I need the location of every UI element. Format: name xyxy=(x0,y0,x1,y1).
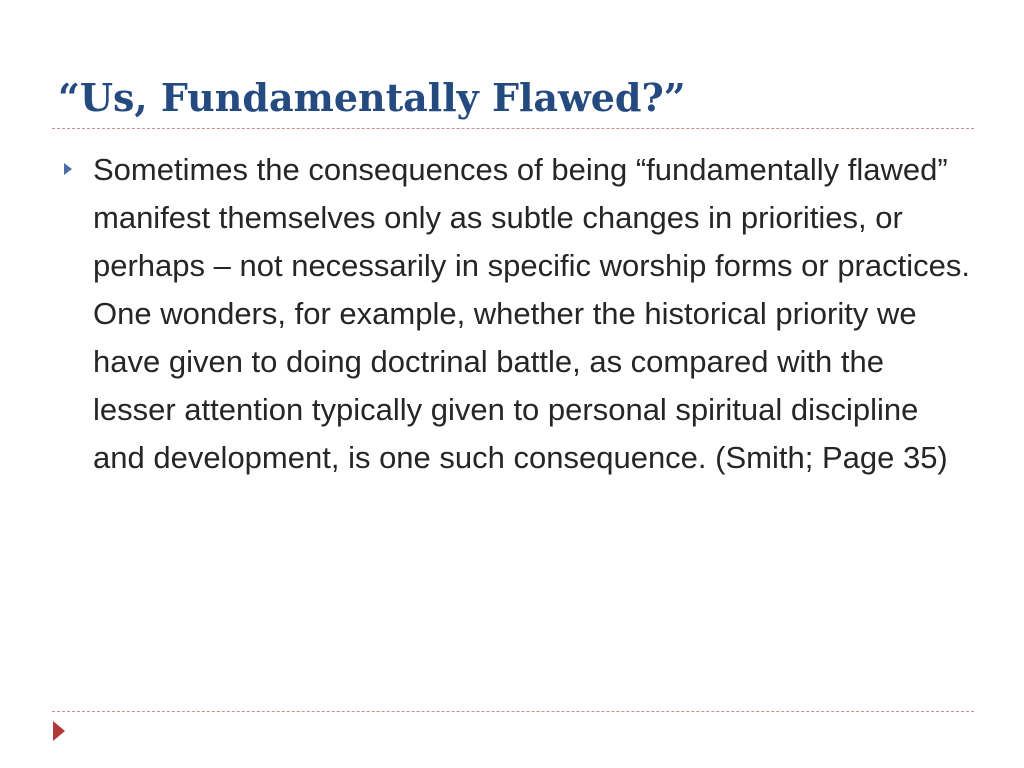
corner-triangle-icon xyxy=(53,721,65,741)
bullet-triangle-icon xyxy=(64,163,72,175)
bullet-text: Sometimes the consequences of being “fundamentally flawed” manifest themselves only as subtle changes in priorities, or perhaps – not necessarily in specific worship forms or practices. One wonders, for example, whether the historical priority we have given to doing doctrinal battle, as compared with the lesser attention typically given to personal spiritual discipline and development, is one such consequence. (Smith; Page 35) xyxy=(93,152,970,475)
title-divider xyxy=(52,128,974,129)
slide-title: “Us, Fundamentally Flawed?” xyxy=(58,75,686,120)
footer-divider xyxy=(52,711,974,712)
